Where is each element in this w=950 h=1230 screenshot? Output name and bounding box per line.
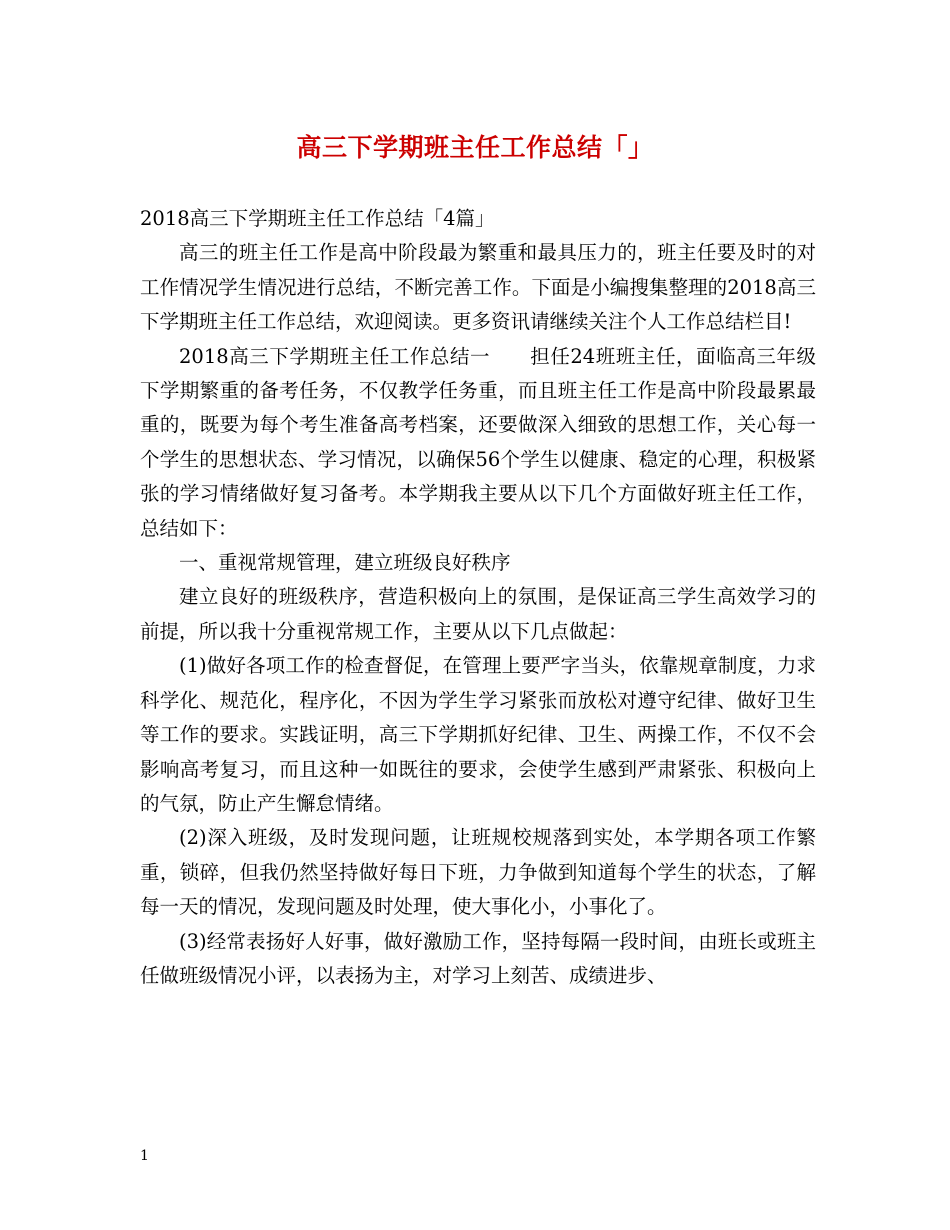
section-intro-paragraph: 建立良好的班级秩序，营造积极向上的氛围，是保证高三学生高效学习的前提，所以我十分重视常规工作，主要从以下几点做起： <box>140 585 816 643</box>
item-3-paragraph: (3)经常表扬好人好事，做好激励工作，坚持每隔一段时间，由班长或班主任做班级情况小评，以表扬为主，对学习上刻苦、成绩进步、 <box>140 929 816 987</box>
item-2-paragraph: (2)深入班级，及时发现问题，让班规校规落到实处，本学期各项工作繁重，锁碎，但我仍然坚持做好每日下班，力争做到知道每个学生的状态，了解每一天的情况，发现问题及时处理，使大事化小，小事化了。 <box>140 826 816 919</box>
document-title: 高三下学期班主任工作总结「」 <box>296 133 654 162</box>
document-body <box>140 202 816 993</box>
item-1-paragraph: (1)做好各项工作的检查督促，在管理上要严字当头，依靠规章制度，力求科学化、规范化，程序化，不因为学生学习紧张而放松对遵守纪律、做好卫生等工作的要求。实践证明，高三下学期抓好纪律、卫生、两操工作，不仅不会影响高考复习，而且这种一如既往的要求，会使学生感到严肃紧张、积极向上的气氛，防止产生懈怠情绪。 <box>140 654 816 815</box>
section-heading: 一、重视常规管理，建立班级良好秩序 <box>179 551 511 575</box>
subtitle-paragraph: 2018高三下学期班主任工作总结「4篇」 <box>140 207 495 230</box>
intro-paragraph: 高三的班主任工作是高中阶段最为繁重和最具压力的，班主任要及时的对工作情况学生情况进行总结，不断完善工作。下面是小编搜集整理的2018高三下学期班主任工作总结，欢迎阅读。更多资讯请继续关注个人工作总结栏目! <box>140 241 816 334</box>
summary-one-paragraph: 2018高三下学期班主任工作总结一 担任24班班主任，面临高三年级下学期繁重的备考任务，不仅教学任务重，而且班主任工作是高中阶段最累最重的，既要为每个考生准备高考档案，还要做深入细致的思想工作，关心每一个学生的思想状态、学习情况，以确保56个学生以健康、稳定的心理，积极紧张的学习情绪做好复习备考。本学期我主要从以下几个方面做好班主任工作，总结如下： <box>140 344 816 540</box>
page-number: 1 <box>140 1148 149 1164</box>
